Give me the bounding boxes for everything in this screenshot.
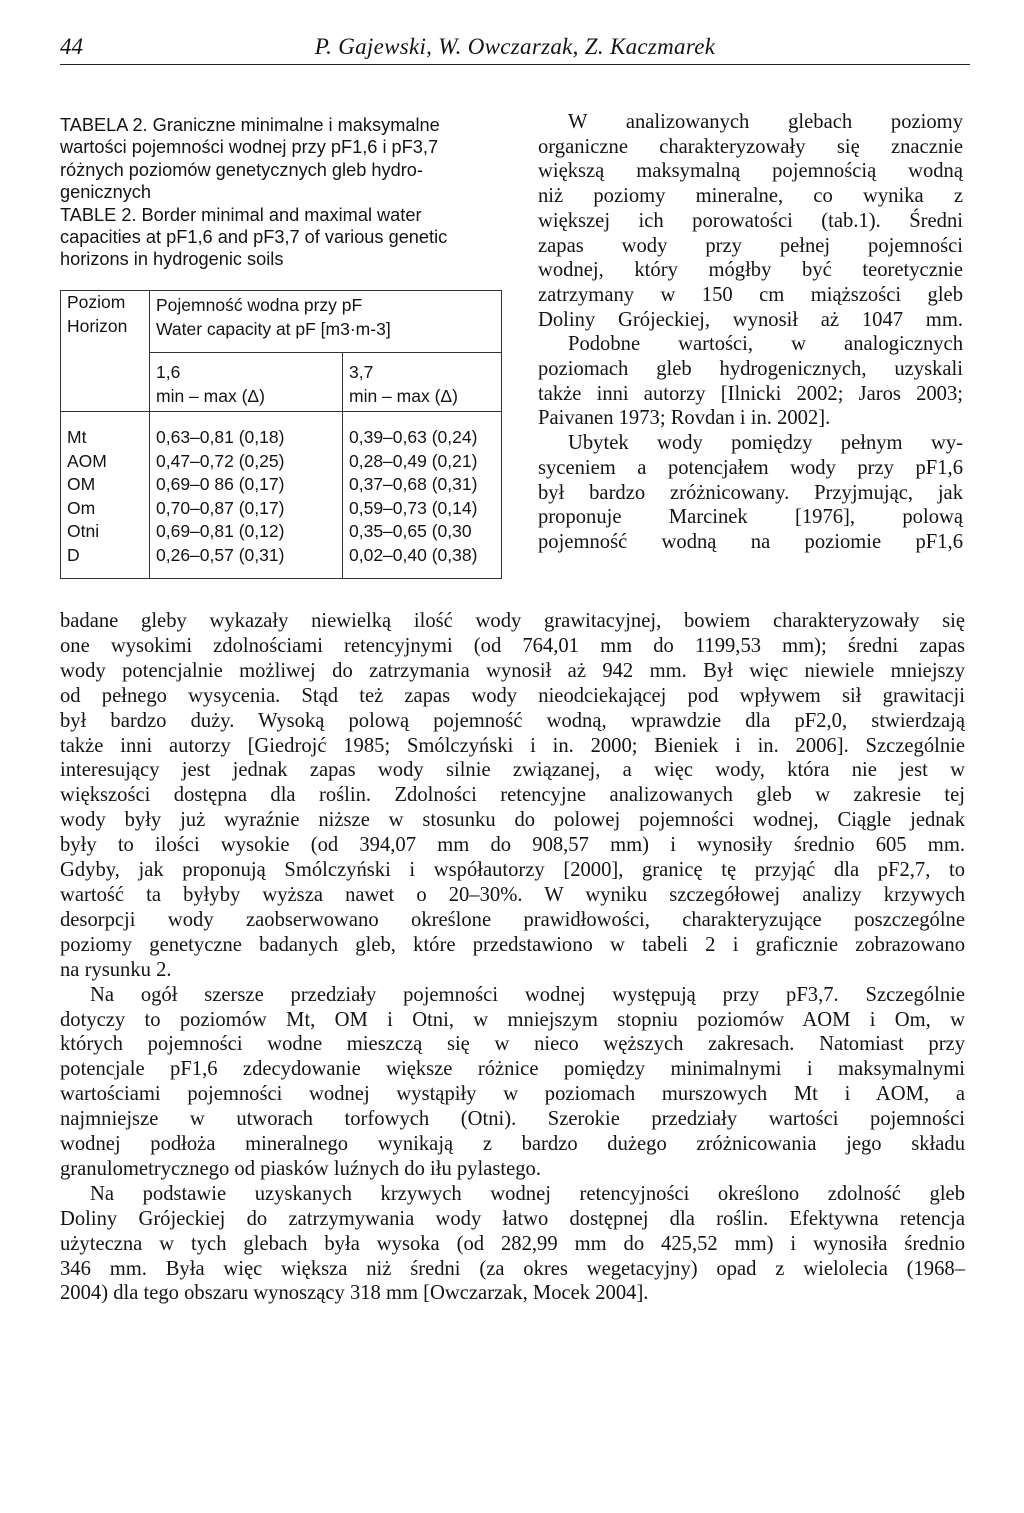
text-line: najmniejsze w utworach torfowych (Otni). Szerokie przedziały wartości pojemności	[60, 1108, 965, 1131]
text-line: poziomach gleb hydrogenicznych, uzyskali	[538, 358, 963, 381]
text-line: dotyczy to poziomów Mt, OM i Otni, w mniejszym stopniu poziomów AOM i Om, w	[60, 1008, 965, 1031]
text-line: na rysunku 2.	[60, 958, 172, 981]
text-line: W analizowanych glebach poziomy	[568, 111, 963, 133]
text-line: desorpcji wody zaobserwowano określone prawidłowości, charakteryzujące poszczególne	[60, 908, 965, 931]
caption-line: TABELA 2. Graniczne minimalne i maksymalne	[60, 115, 440, 135]
text-line: były to ilości wysokie (od 394,07 mm do 908,57 mm) i wynosiły średnio 605 mm.	[60, 834, 965, 857]
pf37-header: 3,7 min – max (Δ)	[343, 353, 502, 412]
text-line: badane gleby wykazały niewielką ilość wody grawitacyjnej, bowiem charakteryzowały się	[60, 610, 965, 632]
text-line: był bardzo duży. Wysoką polową pojemność wodną, wprawdzie dla pF2,0, stwierdzają	[60, 709, 965, 732]
right-column-text	[538, 110, 963, 555]
text-line: wody potencjalnie możliwej do zatrzymania wynosił aż 942 mm. Był więc niewiele mniejszy	[60, 659, 965, 682]
text-line: Doliny Grójeckiej do zatrzymywania wody łatwo dostępnej dla roślin. Efektywna retencja	[60, 1207, 965, 1230]
table-cell: 0,70–0,87 (0,17)	[156, 497, 285, 518]
text-line: większej ich porowatości (tab.1). Średni	[538, 209, 963, 232]
text-line: Podobne wartości, w analogicznych	[568, 333, 963, 356]
pf37-column	[343, 412, 502, 579]
table-cell: 0,63–0,81 (0,18)	[156, 427, 285, 447]
text-line: większą maksymalną pojemnością wodną	[538, 160, 963, 183]
text-line: 346 mm. Była więc większa niż średni (za okres wegetacyjny) opad z wielolecia (1968–	[60, 1257, 965, 1280]
table-cell: AOM	[67, 450, 107, 471]
pf16-header: 1,6 min – max (Δ)	[150, 353, 343, 412]
text-line: granulometrycznego od piasków luźnych do iłu pylastego.	[60, 1157, 541, 1180]
water-capacity-table	[60, 290, 502, 579]
text-line: był bardzo zróżnicowany. Przyjmując, jak	[538, 481, 963, 504]
text-line: wartościami pojemności wodnej wystąpiły w poziomach murszowych Mt i AOM, a	[60, 1083, 965, 1106]
page-number: 44	[60, 34, 83, 59]
text-line: 2004) dla tego obszaru wynoszący 318 mm [Owczarzak, Mocek 2004].	[60, 1282, 649, 1305]
caption-line: capacities at pF1,6 and pF3,7 of various genetic	[60, 227, 448, 248]
text-line: Na ogół szersze przedziały pojemności wodnej występują przy pF3,7. Szczególnie	[90, 983, 965, 1006]
capacity-header: Pojemność wodna przy pF Water capacity at pF [m3·m-3]	[150, 291, 502, 353]
caption-line: TABLE 2. Border minimal and maximal water	[60, 204, 422, 225]
text-line: organiczne charakteryzowały się znacznie	[538, 135, 963, 158]
text-line: niż poziomy mineralne, co wynika z	[538, 185, 963, 208]
text-line: wartość ta byłyby wyższa nawet o 20–30%. W wyniku szczegółowej analizy krzywych	[60, 883, 965, 906]
text-line: one wysokimi zdolnościami retencyjnymi (od 764,01 mm do 1199,53 mm); średni zapas	[60, 634, 965, 657]
text-line: pojemność wodną na poziomie pF1,6	[538, 530, 963, 553]
table-cell: 0,28–0,49 (0,21)	[349, 450, 478, 471]
table-cell: 0,26–0,57 (0,31)	[156, 544, 285, 565]
text-line: także inni autorzy [Ilnicki 2002; Jaros 2003;	[538, 382, 963, 405]
text-line: od pełnego wysycenia. Stąd też zapas wody nieodciekającej pod wpływem sił grawitacji	[60, 684, 965, 707]
horizon-column	[61, 412, 150, 579]
table-cell: OM	[67, 474, 96, 495]
caption-line: różnych poziomów genetycznych gleb hydro-	[60, 159, 423, 180]
text-line: potencjale pF1,6 zdecydowanie większe różnice pomiędzy minimalnymi i maksymalnymi	[60, 1058, 965, 1081]
table-cell: Mt	[67, 427, 87, 447]
text-line: użyteczna w tych glebach była wysoka (od 282,99 mm do 425,52 mm) i wynosiła średnio	[60, 1232, 965, 1255]
text-line: syceniem a potencjałem wody przy pF1,6	[538, 456, 963, 479]
text-line: których pojemności wodne mieszczą się w nieco węższych zakresach. Natomiast przy	[60, 1033, 965, 1056]
table-cell: 0,69–0 86 (0,17)	[156, 474, 285, 495]
text-line: Ubytek wody pomiędzy pełnym wy-	[568, 432, 963, 455]
running-authors: P. Gajewski, W. Owczarzak, Z. Kaczmarek	[314, 34, 716, 59]
table-cell: 0,37–0,68 (0,31)	[349, 474, 478, 495]
text-line: wodnej podłoża mineralnego wynikają z bardzo dużego zróżnicowania jego składu	[60, 1133, 965, 1156]
text-line: większości dostępna dla roślin. Zdolności retencyjne analizowanych gleb w zakresie tej	[60, 784, 965, 807]
table-caption	[60, 114, 520, 271]
page-header	[60, 34, 970, 65]
table-cell: 0,59–0,73 (0,14)	[349, 497, 478, 518]
table-cell: 0,69–0,81 (0,12)	[156, 521, 285, 542]
table-cell: 0,02–0,40 (0,38)	[349, 544, 478, 565]
text-line: wody były już wyraźnie niższe w stosunku do polowej pojemności wodnej, Ciągle jednak	[60, 809, 965, 832]
text-line: interesujący jest jednak zapas wody silnie związanej, a więc wody, która nie jest w	[60, 759, 965, 782]
pf16-column	[150, 412, 343, 579]
table-cell: 0,39–0,63 (0,24)	[349, 427, 478, 447]
table-cell: D	[67, 544, 80, 565]
text-line: także inni autorzy [Giedrojć 1985; Smólczyński i in. 2000; Bieniek i in. 2006]. Szczególnie	[60, 734, 965, 757]
text-line: Gdyby, jak proponują Smólczyński i współautorzy [2000], granicę tę przyjąć dla pF2,7, to	[60, 859, 965, 882]
text-line: wodnej, który mógłby być teoretycznie	[538, 259, 963, 282]
table-cell: 0,47–0,72 (0,25)	[156, 450, 285, 471]
caption-line: genicznych	[60, 182, 151, 203]
text-line: Paivanen 1973; Rovdan i in. 2002].	[538, 407, 831, 430]
text-line: zatrzymany w 150 cm miąższości gleb	[538, 283, 963, 306]
caption-line: wartości pojemności wodnej przy pF1,6 i pF3,7	[60, 137, 439, 158]
body-text	[60, 609, 965, 1306]
table-cell: Om	[67, 497, 96, 518]
text-line: Doliny Grójeckiej, wynosił aż 1047 mm.	[538, 308, 963, 331]
table-cell: Otni	[67, 521, 100, 542]
text-line: zapas wody przy pełnej pojemności	[538, 234, 963, 257]
text-line: poziomy genetyczne badanych gleb, które przedstawiono w tabeli 2 i graficznie zobrazowano	[60, 933, 965, 956]
text-line: proponuje Marcinek [1976], polową	[538, 506, 963, 529]
text-line: Na podstawie uzyskanych krzywych wodnej retencyjności określono zdolność gleb	[90, 1182, 965, 1205]
table-cell: 0,35–0,65 (0,30	[349, 521, 472, 542]
caption-line: horizons in hydrogenic soils	[60, 249, 284, 270]
horizon-header: Poziom Horizon	[61, 291, 150, 412]
